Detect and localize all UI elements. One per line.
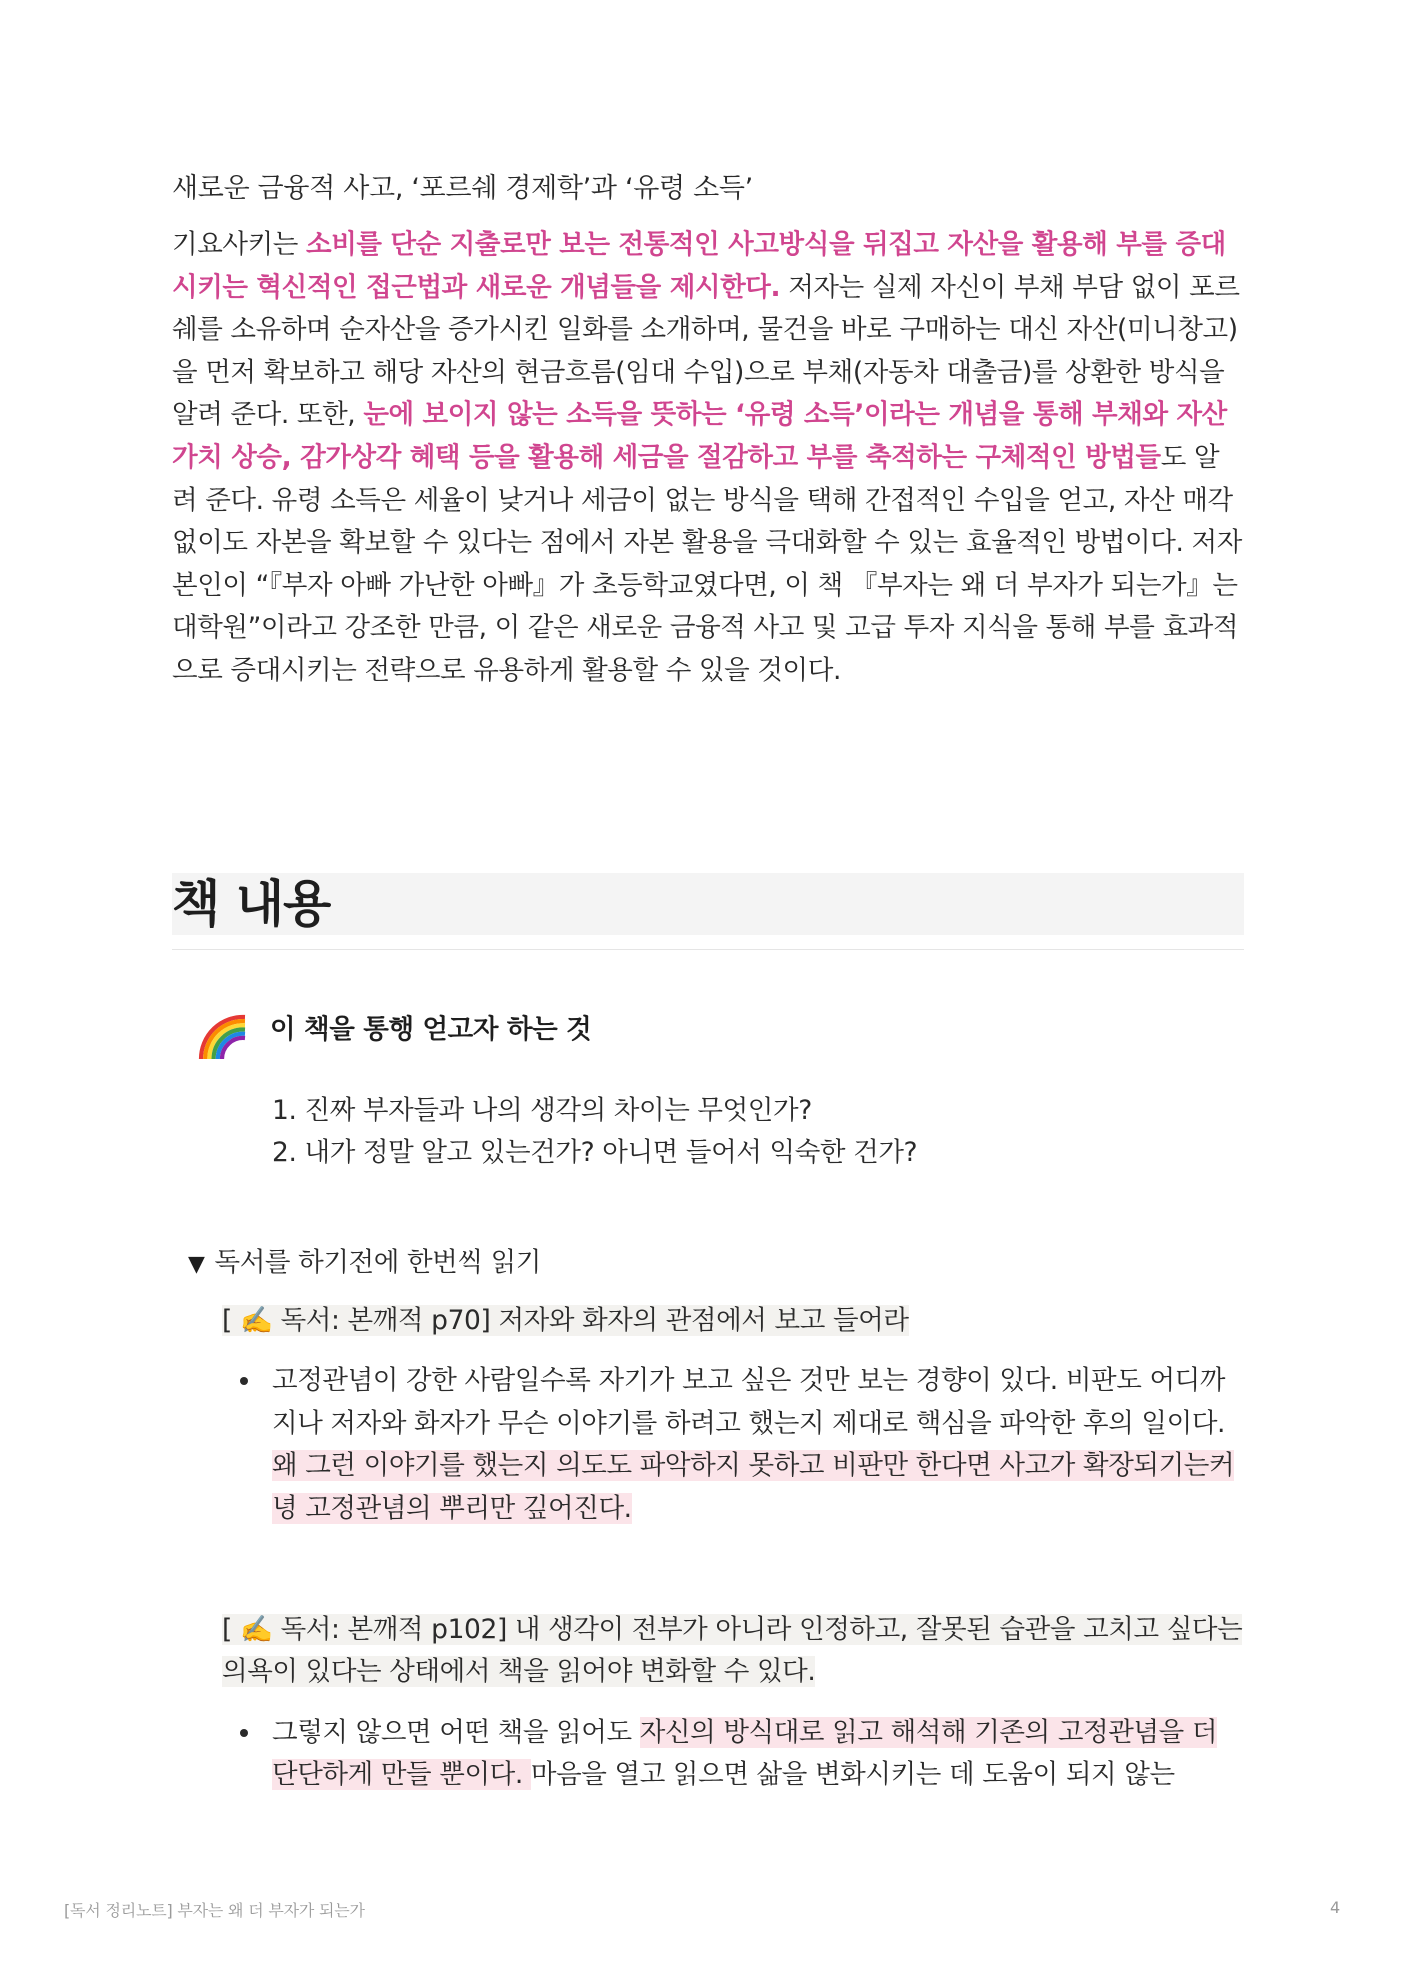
- list-item: 1. 진짜 부자들과 나의 생각의 차이는 무엇인가?: [272, 1094, 812, 1126]
- page-number: 4: [1330, 1898, 1341, 1917]
- callout: [198, 1010, 1244, 1050]
- bullet-list: [222, 1712, 1244, 1797]
- callout-title: 이 책을 통행 얻고자 하는 것: [270, 1013, 592, 1045]
- paragraph-segment: 저자는 실제 자신이 부채 부담 없이 포르쉐를 소유하며 순자산을 증가시킨 일화를 소개하며, 물건을 바로 구매하는 대신 자산(미니창고)을 먼저 확보하고 해당 자산의 현금흐름(임대 수입)으로 부채(자동차 대출금)를 상환한 방식을 알려 준다. 또한,: [172, 271, 1240, 431]
- bullet-text: 마음을 열고 읽으면 삶을 변화시키는 데 도움이 되지 않는: [530, 1759, 1175, 1791]
- bullet-highlight: 왜 그런 이야기를 했는지 의도도 파악하지 못하고 비판만 한다면 사고가 확장되기는커녕 고정관념의 뿌리만 깊어진다.: [272, 1450, 1235, 1524]
- goal-list: [272, 1090, 1244, 1174]
- reading-quote: [222, 1300, 1244, 1343]
- list-item: [222, 1360, 1244, 1530]
- quote-text: [ ✍️ 독서: 본깨적 p70] 저자와 화자의 관점에서 보고 들어라: [222, 1304, 909, 1336]
- page-heading: 책 내용: [172, 874, 331, 933]
- bullet-text: 고정관념이 강한 사람일수록 자기가 보고 싶은 것만 보는 경향이 있다. 비판도 어디까지나 저자와 화자가 무슨 이야기를 하려고 했는지 제대로 핵심을 파악한 후의 일이다.: [272, 1365, 1226, 1439]
- intro-paragraph: [172, 224, 1244, 693]
- paragraph-segment: 도 알려 준다. 유령 소득은 세율이 낮거나 세금이 없는 방식을 택해 간접적인 수입을 얻고, 자산 매각 없이도 자본을 확보할 수 있다는 점에서 자본 활용을 극대화할 수 있는 효율적인 방법이다. 저자 본인이 “『부자 아빠 가난한 아빠』가 초등학교였다면, 이 책 『부자는 왜 더 부자가 되는가』는 대학원”이라고 강조한 만큼, 이 같은 새로운 금융적 사고 및 고급 투자 지식을 통해 부를 효과적으로 증대시키는 전략으로 유용하게 활용할 수 있을 것이다.: [172, 441, 1242, 686]
- rainbow-icon: [198, 1012, 248, 1062]
- toggle-block[interactable]: [188, 1242, 1244, 1286]
- paragraph-emphasis: 눈에 보이지 않는 소득을 뜻하는 ‘유령 소득’이라는 개념을 통해 부채와 자산 가치 상승, 감가상각 혜택 등을 활용해 세금을 절감하고 부를 축적하는 구체적인 방법들: [172, 399, 1227, 473]
- toggle-label: 독서를 하기전에 한번씩 읽기: [214, 1246, 541, 1278]
- footer-title: [독서 정리노트] 부자는 왜 더 부자가 되는가: [64, 1901, 365, 1920]
- list-item: 2. 내가 정말 알고 있는건가? 아니면 들어서 익숙한 건가?: [272, 1136, 918, 1168]
- list-item: [222, 1712, 1244, 1797]
- reading-quote: [222, 1609, 1244, 1694]
- heading-divider: [172, 949, 1244, 950]
- bullet-list: [222, 1360, 1244, 1530]
- heading-block: [172, 873, 1244, 935]
- section-heading: 새로운 금융적 사고, ‘포르쉐 경제학’과 ‘유령 소득’: [172, 173, 753, 204]
- quote-text: [ ✍️ 독서: 본깨적 p102] 내 생각이 전부가 아니라 인정하고, 잘못된 습관을 고치고 싶다는 의욕이 있다는 상태에서 책을 읽어야 변화할 수 있다.: [222, 1613, 1243, 1688]
- paragraph-segment: 기요사키는: [172, 229, 307, 260]
- bullet-text: 그렇지 않으면 어떤 책을 읽어도: [272, 1716, 640, 1748]
- page-content: [172, 168, 1244, 1797]
- paragraph-emphasis: 소비를 단순 지출로만 보는 전통적인 사고방식을 뒤집고 자산을 활용해 부를 증대시키는 혁신적인 접근법과 새로운 개념들을 제시한다.: [172, 229, 1226, 303]
- bullet-highlight: 자신의 방식대로 읽고 해석해 기존의 고정관념을 더 단단하게 만들 뿐이다.: [272, 1716, 1218, 1791]
- toggle-triangle-icon[interactable]: ▼: [188, 1251, 205, 1277]
